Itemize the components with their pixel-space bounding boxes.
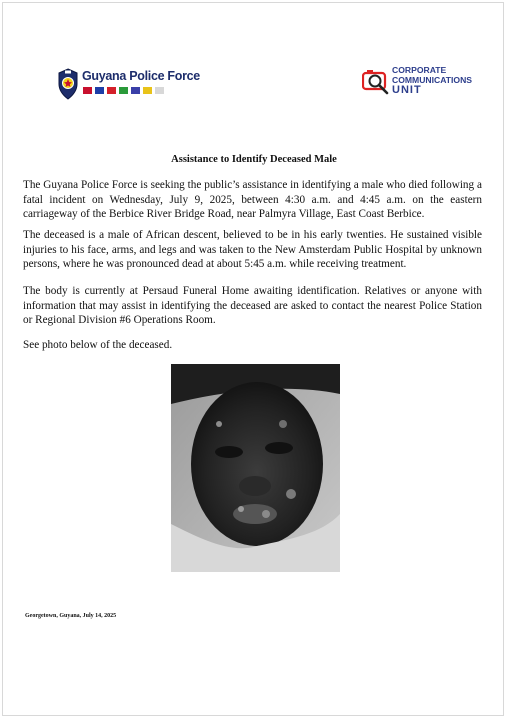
gpf-color-bar: [155, 87, 164, 94]
paragraph-description: The deceased is a male of African descent, believed to be in his early twenties. He sustained visible injuries to his face, arms, and legs and was taken to the New Amsterdam Public Hospital by unknown persons, where he was pronounced dead at about 5:45 a.m. while receiving treatment.: [23, 229, 482, 270]
deceased-photo: [171, 364, 340, 572]
gpf-color-bar: [131, 87, 140, 94]
ccu-unit: UNIT: [392, 84, 422, 96]
ccu-line-2: COMMUNICATIONS: [392, 75, 473, 85]
paragraph-incident: The Guyana Police Force is seeking the public’s assistance in identifying a male who died following a fatal incident on Wednesday, July 9, 2025, between 4:30 a.m. and 4:45 a.m. on the eastern carriageway of the Berbice River Bridge Road, near Palmyra Village, East Coast Berbice.: [23, 179, 482, 220]
gpf-color-bars: [83, 87, 164, 94]
paragraph-contact: The body is currently at Persaud Funeral Home awaiting identification. Relatives or anyone with information that may assist in identifying the deceased are asked to contact the nearest Police Station or Regional Division #6 Operations Room.: [23, 285, 482, 326]
gpf-color-bar: [107, 87, 116, 94]
gpf-color-bar: [83, 87, 92, 94]
document-title: Assistance to Identify Deceased Male: [171, 154, 337, 165]
ccu-wordmark: [392, 65, 472, 95]
dateline: Georgetown, Guyana, July 14, 2025: [25, 613, 117, 619]
gpf-color-bar: [119, 87, 128, 94]
camera-magnifier-icon: [362, 67, 392, 97]
document-page: [2, 2, 504, 716]
paragraph-photo-note: See photo below of the deceased.: [23, 339, 173, 351]
gpf-color-bar: [95, 87, 104, 94]
gpf-color-bar: [143, 87, 152, 94]
gpf-name-text: Guyana Police Force: [82, 69, 200, 83]
ccu-line-1: CORPORATE: [392, 65, 447, 75]
police-crest-icon: [56, 68, 80, 100]
corporate-communications-unit-logo: [362, 65, 473, 105]
